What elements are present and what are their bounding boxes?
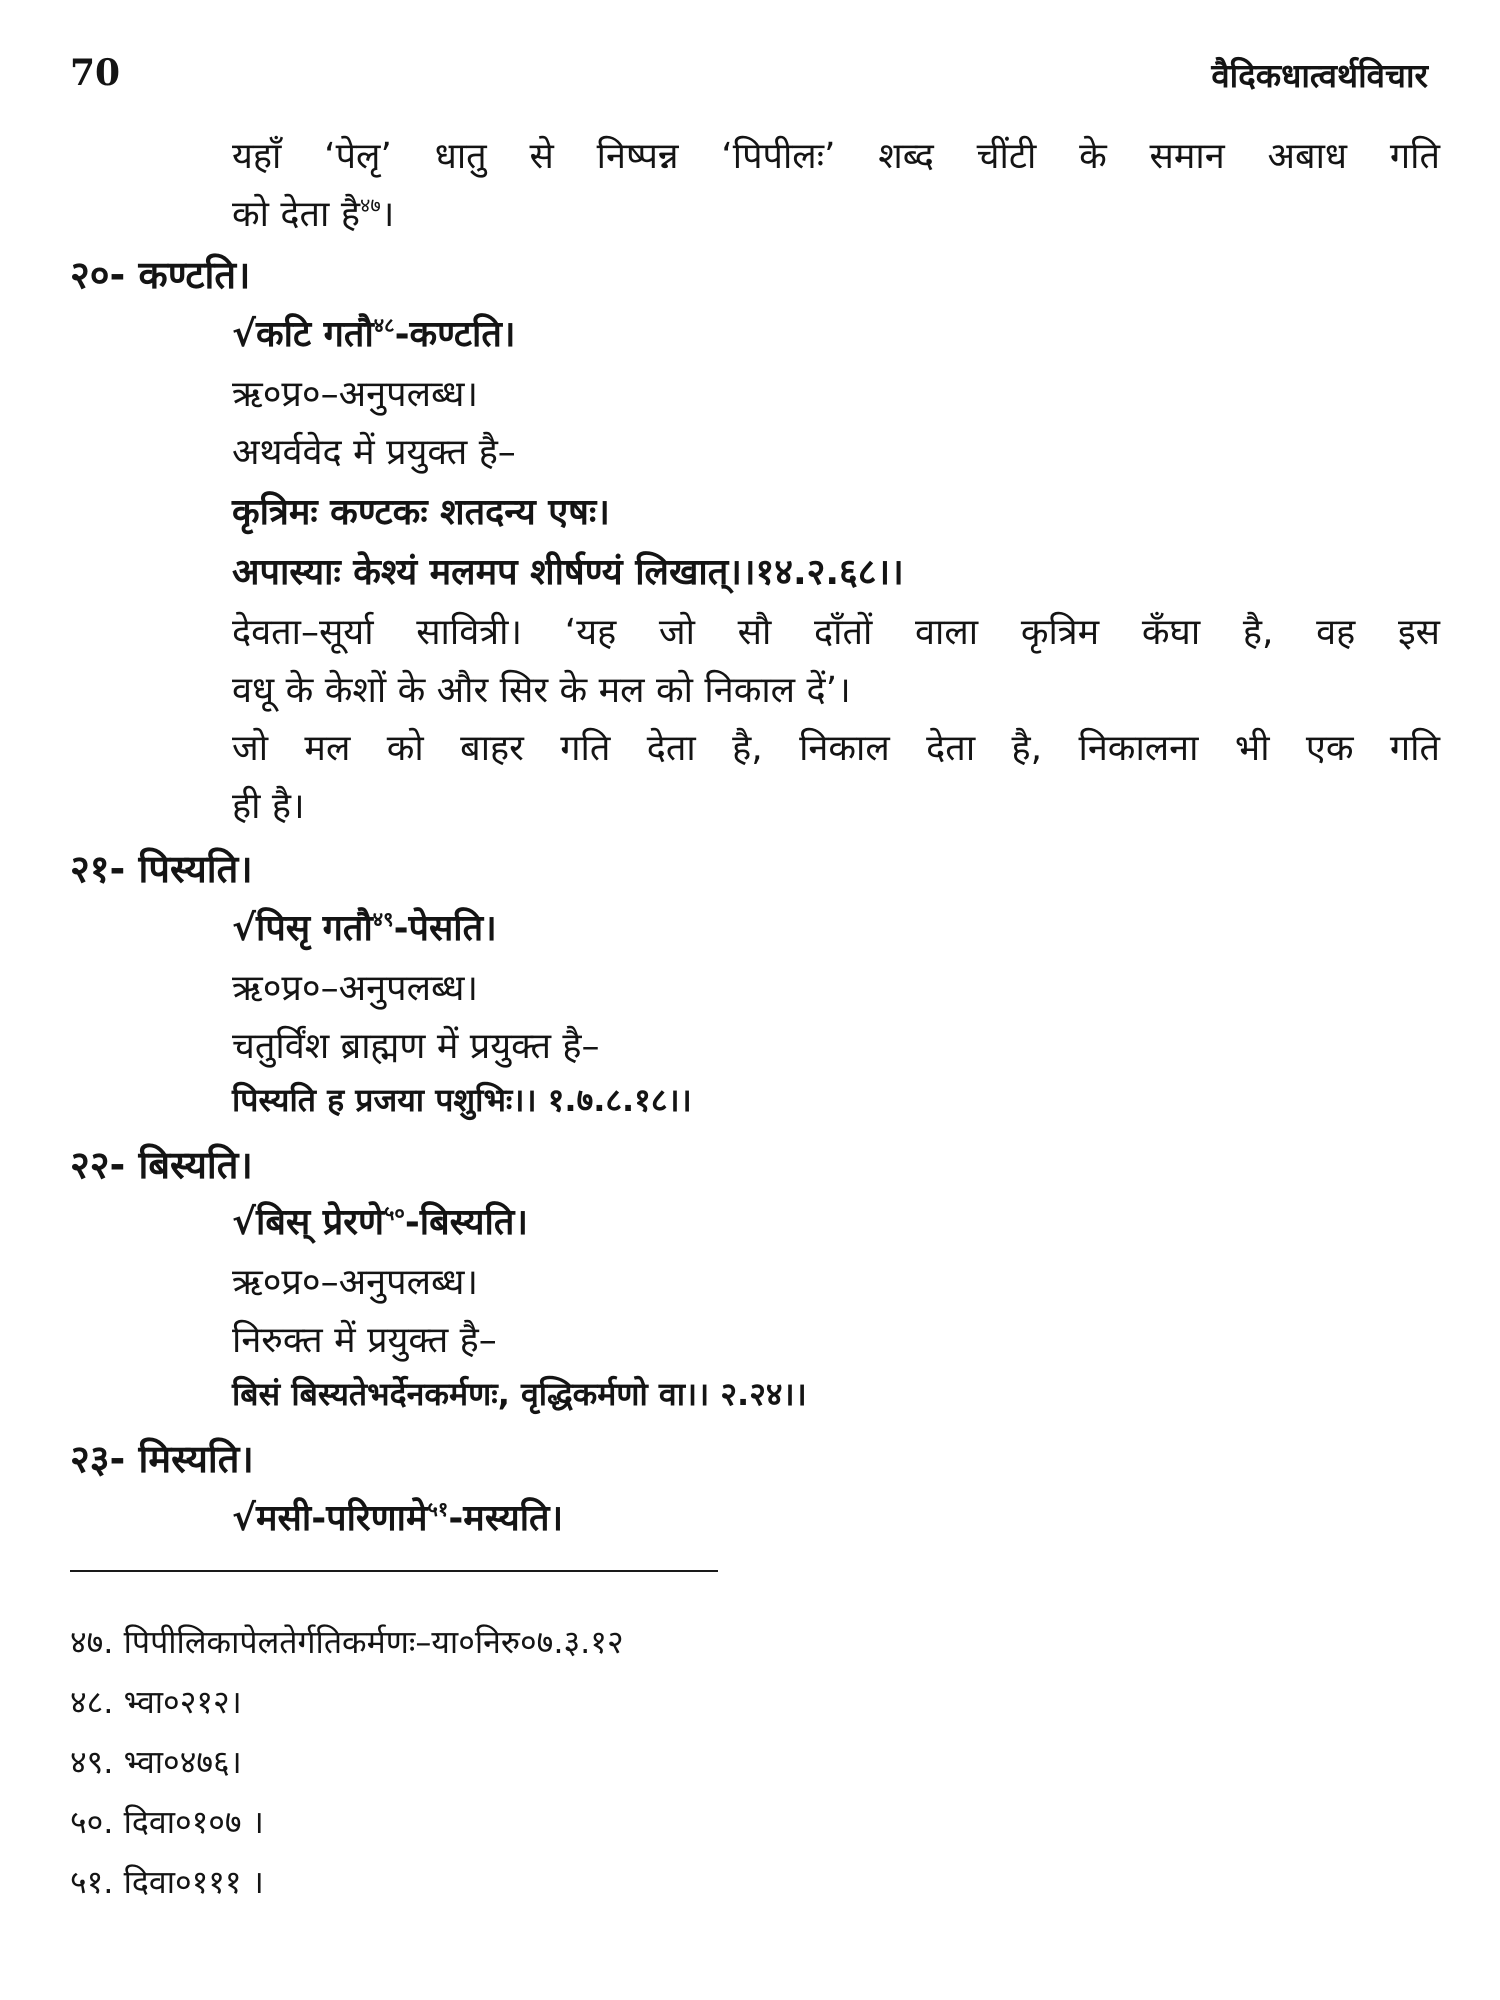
section-22-usage: निरुक्त में प्रयुक्त है– [232,1320,497,1361]
root-result: -बिस्यति। [404,1202,529,1243]
root-result: -पेसति। [393,908,497,949]
footnote-49: ४९. भ्वा०४७६। [70,1743,242,1781]
page-number: 70 [70,52,121,94]
section-22-quote-1: बिसं बिस्यतेभर्देनकर्मणः, वृद्धिकर्मणो वा।। २.२४।। [232,1375,807,1413]
footnote-48: ४८. भ्वा०२१२। [70,1683,242,1721]
section-20-quote-1: कृत्रिमः कण्टकः शतदन्य एषः। [232,492,610,533]
footnote-ref-47: ४७ [359,193,381,217]
section-20-usage: अथर्ववेद में प्रयुक्त है– [232,432,516,473]
section-heading-23: २३- मिस्यति। [70,1437,254,1481]
intro-line-2-end: । [380,194,395,235]
section-21-root [232,902,497,951]
intro-line-1: यहाँ ‘पेलृ’ धातु से निष्पन्न ‘पिपीलः’ शब्द चींटी के समान अबाध गति [232,136,1440,177]
intro-line-2 [232,188,394,237]
root-result: -मस्यति। [448,1498,564,1539]
footnote-divider [70,1570,718,1572]
footnote-50: ५०. दिवा०१०७ । [70,1803,264,1841]
section-21-quote-1: पिस्यति ह प्रजया पशुभिः।। १.७.८.१८।। [232,1081,692,1119]
section-22-root [232,1196,528,1245]
section-heading-21: २१- पिस्यति। [70,847,253,891]
footnote-47: ४७. पिपीलिकापेलतेर्गतिकर्मणः–या०निरु०७.३.१२ [70,1623,624,1661]
root-result: -कण्टति। [394,314,516,355]
running-title: वैदिकधात्वर्थविचार [1211,56,1428,95]
root-text: √मसी-परिणामे [232,1498,428,1539]
footnote-51: ५१. दिवा०१११ । [70,1863,264,1901]
section-heading-20: २०- कण्टति। [70,253,251,297]
root-text: √बिस् प्रेरणे [232,1202,384,1243]
section-22-status: ऋ०प्र०–अनुपलब्ध। [232,1262,479,1303]
section-23-root [232,1492,563,1541]
section-20-quote-2: अपास्याः केश्यं मलमप शीर्षण्यं लिखात्।।१४.२.६८।। [232,552,904,593]
section-heading-22: २२- बिस्यति। [70,1143,253,1187]
section-20-para-2-line-1: जो मल को बाहर गति देता है, निकाल देता है, निकालना भी एक गति [232,728,1440,769]
footnote-ref-51: ५१ [427,1497,449,1521]
footnote-ref-50: ५० [384,1201,405,1225]
section-20-para-1-line-1: देवता–सूर्या सावित्री। ‘यह जो सौ दाँतों वाला कृत्रिम कँघा है, वह इस [232,612,1440,653]
section-20-para-2-line-2: ही है। [232,786,305,827]
root-text: √कटि गतौ [232,314,374,355]
footnote-ref-49: ४९ [372,907,394,931]
footnote-ref-48: ४८ [373,313,395,337]
section-21-status: ऋ०प्र०–अनुपलब्ध। [232,968,479,1009]
root-text: √पिसृ गतौ [232,908,373,949]
section-20-status: ऋ०प्र०–अनुपलब्ध। [232,374,479,415]
section-20-para-1-line-2: वधू के केशों के और सिर के मल को निकाल दें’। [232,670,851,711]
intro-line-2-text: को देता है [232,194,360,235]
section-20-root [232,308,516,357]
section-21-usage: चतुर्विंश ब्राह्मण में प्रयुक्त है– [232,1026,600,1067]
